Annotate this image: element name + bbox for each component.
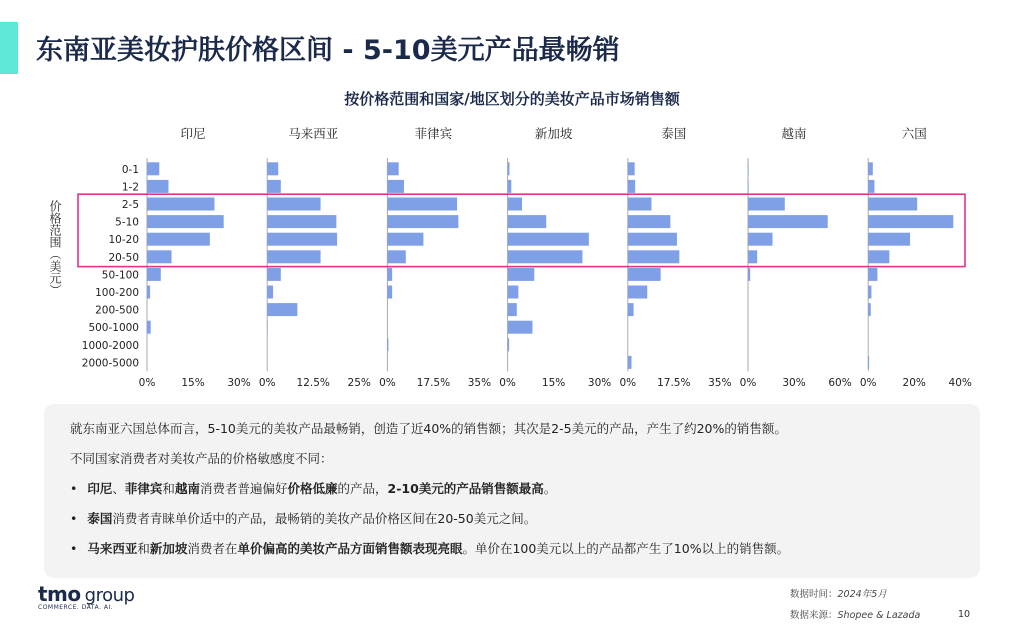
page-number: 10 bbox=[958, 609, 971, 620]
bar bbox=[508, 198, 522, 211]
bar bbox=[748, 268, 750, 281]
bar bbox=[868, 162, 873, 175]
bar bbox=[147, 233, 210, 246]
category-label: 20-50 bbox=[108, 251, 139, 264]
category-label: 200-500 bbox=[95, 304, 139, 317]
bar bbox=[267, 162, 278, 175]
bar bbox=[508, 321, 533, 334]
summary-line: 就东南亚六国总体而言，5-10美元的美妆产品最畅销，创造了近40%的销售额；其次是2-5美元的产品，产生了约20%的销售额。 bbox=[70, 421, 787, 436]
bar bbox=[267, 303, 297, 316]
x-tick-label: 15% bbox=[541, 377, 566, 389]
category-label: 2-5 bbox=[121, 199, 139, 211]
bar bbox=[628, 180, 635, 193]
bar bbox=[868, 215, 953, 228]
x-tick-label: 0% bbox=[379, 377, 396, 389]
x-tick-label: 20% bbox=[902, 377, 926, 389]
summary-line: 不同国家消费者对美妆产品的价格敏感度不同： bbox=[70, 451, 333, 466]
bar bbox=[508, 338, 510, 351]
bar bbox=[387, 338, 388, 351]
logo-group: group bbox=[84, 585, 135, 606]
x-tick-label: 17.5% bbox=[657, 377, 691, 389]
bar bbox=[387, 268, 392, 281]
bar bbox=[147, 250, 172, 263]
bar bbox=[508, 268, 535, 281]
x-tick-label: 17.5% bbox=[416, 377, 451, 389]
page-title: 东南亚美妆护肤价格区间 - 5-10美元产品最畅销 bbox=[36, 35, 620, 66]
bar bbox=[628, 356, 632, 369]
bar bbox=[508, 162, 510, 175]
bar bbox=[628, 233, 677, 246]
bar bbox=[868, 268, 877, 281]
bar bbox=[147, 215, 224, 228]
bar bbox=[868, 180, 874, 193]
bar bbox=[147, 198, 214, 211]
bar bbox=[628, 268, 661, 281]
bar bbox=[508, 215, 547, 228]
x-tick-label: 30% bbox=[587, 377, 612, 389]
x-tick-label: 0% bbox=[859, 377, 877, 389]
bar bbox=[748, 198, 785, 211]
category-label: 500-1000 bbox=[88, 322, 139, 335]
bar bbox=[868, 286, 871, 299]
panel-title: 菲律宾 bbox=[414, 126, 453, 141]
summary-notes bbox=[44, 404, 980, 578]
category-label: 5-10 bbox=[115, 216, 139, 229]
bar bbox=[508, 286, 519, 299]
x-tick-label: 25% bbox=[347, 377, 371, 389]
x-tick-label: 0% bbox=[739, 377, 757, 389]
bar bbox=[628, 215, 671, 228]
bar bbox=[147, 321, 151, 334]
logo-mark: tmo bbox=[38, 582, 81, 606]
x-tick-label: 0% bbox=[138, 377, 156, 389]
panel-title: 印尼 bbox=[180, 126, 206, 141]
data-source: 数据来源：Shopee & Lazada bbox=[790, 610, 921, 621]
bar bbox=[267, 215, 336, 228]
bar bbox=[508, 250, 583, 263]
bar bbox=[748, 162, 749, 175]
panel-title: 泰国 bbox=[661, 126, 687, 141]
bar bbox=[508, 233, 589, 246]
x-tick-label: 12.5% bbox=[296, 377, 330, 389]
bar bbox=[628, 250, 680, 263]
x-tick-label: 0% bbox=[258, 377, 276, 389]
bar bbox=[868, 198, 917, 211]
bar bbox=[508, 180, 512, 193]
bar bbox=[628, 303, 634, 316]
bar bbox=[387, 215, 458, 228]
bar bbox=[628, 286, 647, 299]
panel-title: 马来西亚 bbox=[288, 126, 339, 141]
category-label: 100-200 bbox=[95, 287, 139, 299]
logo-tagline: COMMERCE. DATA. AI. bbox=[38, 604, 114, 611]
category-label: 1-2 bbox=[121, 181, 139, 194]
chart-title: 按价格范围和国家/地区划分的美妆产品市场销售额 bbox=[344, 90, 680, 108]
bullet-item: • 马来西亚和新加坡消费者在单价偏高的美妆产品方面销售额表现亮眼。单价在100美元以上的产品都产生了10%以上的销售额。 bbox=[70, 540, 954, 558]
bar bbox=[508, 303, 517, 316]
category-label: 50-100 bbox=[101, 269, 139, 282]
bar bbox=[387, 198, 457, 211]
company-logo bbox=[38, 582, 134, 611]
data-date: 数据时间：2024年5月 bbox=[790, 589, 887, 600]
y-axis-label: 价格范围（美元） bbox=[48, 200, 62, 296]
category-label: 10-20 bbox=[108, 234, 139, 247]
bar bbox=[267, 180, 281, 193]
bar bbox=[387, 250, 405, 263]
x-tick-label: 30% bbox=[782, 377, 806, 389]
bar bbox=[387, 286, 392, 299]
bar bbox=[868, 233, 910, 246]
bar bbox=[267, 286, 273, 299]
category-label: 2000-5000 bbox=[81, 357, 139, 370]
x-tick-label: 35% bbox=[708, 377, 732, 389]
bar bbox=[387, 180, 404, 193]
bar bbox=[267, 250, 320, 263]
category-label: 1000-2000 bbox=[81, 339, 139, 352]
x-tick-label: 30% bbox=[227, 377, 251, 389]
x-tick-label: 35% bbox=[467, 377, 492, 389]
category-label: 0-1 bbox=[121, 163, 139, 176]
bar bbox=[147, 286, 150, 299]
bar bbox=[147, 162, 159, 175]
bar bbox=[748, 180, 749, 193]
panel-title: 越南 bbox=[781, 126, 807, 141]
bar bbox=[267, 233, 337, 246]
bar bbox=[147, 268, 161, 281]
bar bbox=[868, 356, 869, 369]
bullet-item: • 印尼、菲律宾和越南消费者普遍偏好价格低廉的产品，2-10美元的产品销售额最高。 bbox=[70, 480, 954, 498]
bar bbox=[868, 303, 871, 316]
bar bbox=[147, 180, 168, 193]
bar bbox=[628, 162, 635, 175]
x-tick-label: 0% bbox=[619, 377, 637, 389]
x-tick-label: 40% bbox=[948, 377, 972, 389]
bar bbox=[267, 268, 281, 281]
bar bbox=[628, 198, 652, 211]
panel-title: 新加坡 bbox=[534, 126, 573, 141]
x-tick-label: 0% bbox=[499, 377, 516, 389]
bar bbox=[868, 250, 889, 263]
bar bbox=[267, 198, 320, 211]
bar bbox=[387, 162, 398, 175]
bar bbox=[748, 215, 828, 228]
bar bbox=[387, 233, 423, 246]
x-tick-label: 15% bbox=[181, 377, 205, 389]
bullet-item: • 泰国消费者青睐单价适中的产品，最畅销的美妆产品价格区间在20-50美元之间。 bbox=[70, 510, 954, 528]
bar bbox=[748, 233, 773, 246]
x-tick-label: 60% bbox=[828, 377, 852, 389]
bar bbox=[748, 250, 757, 263]
panel-title: 六国 bbox=[901, 126, 927, 141]
